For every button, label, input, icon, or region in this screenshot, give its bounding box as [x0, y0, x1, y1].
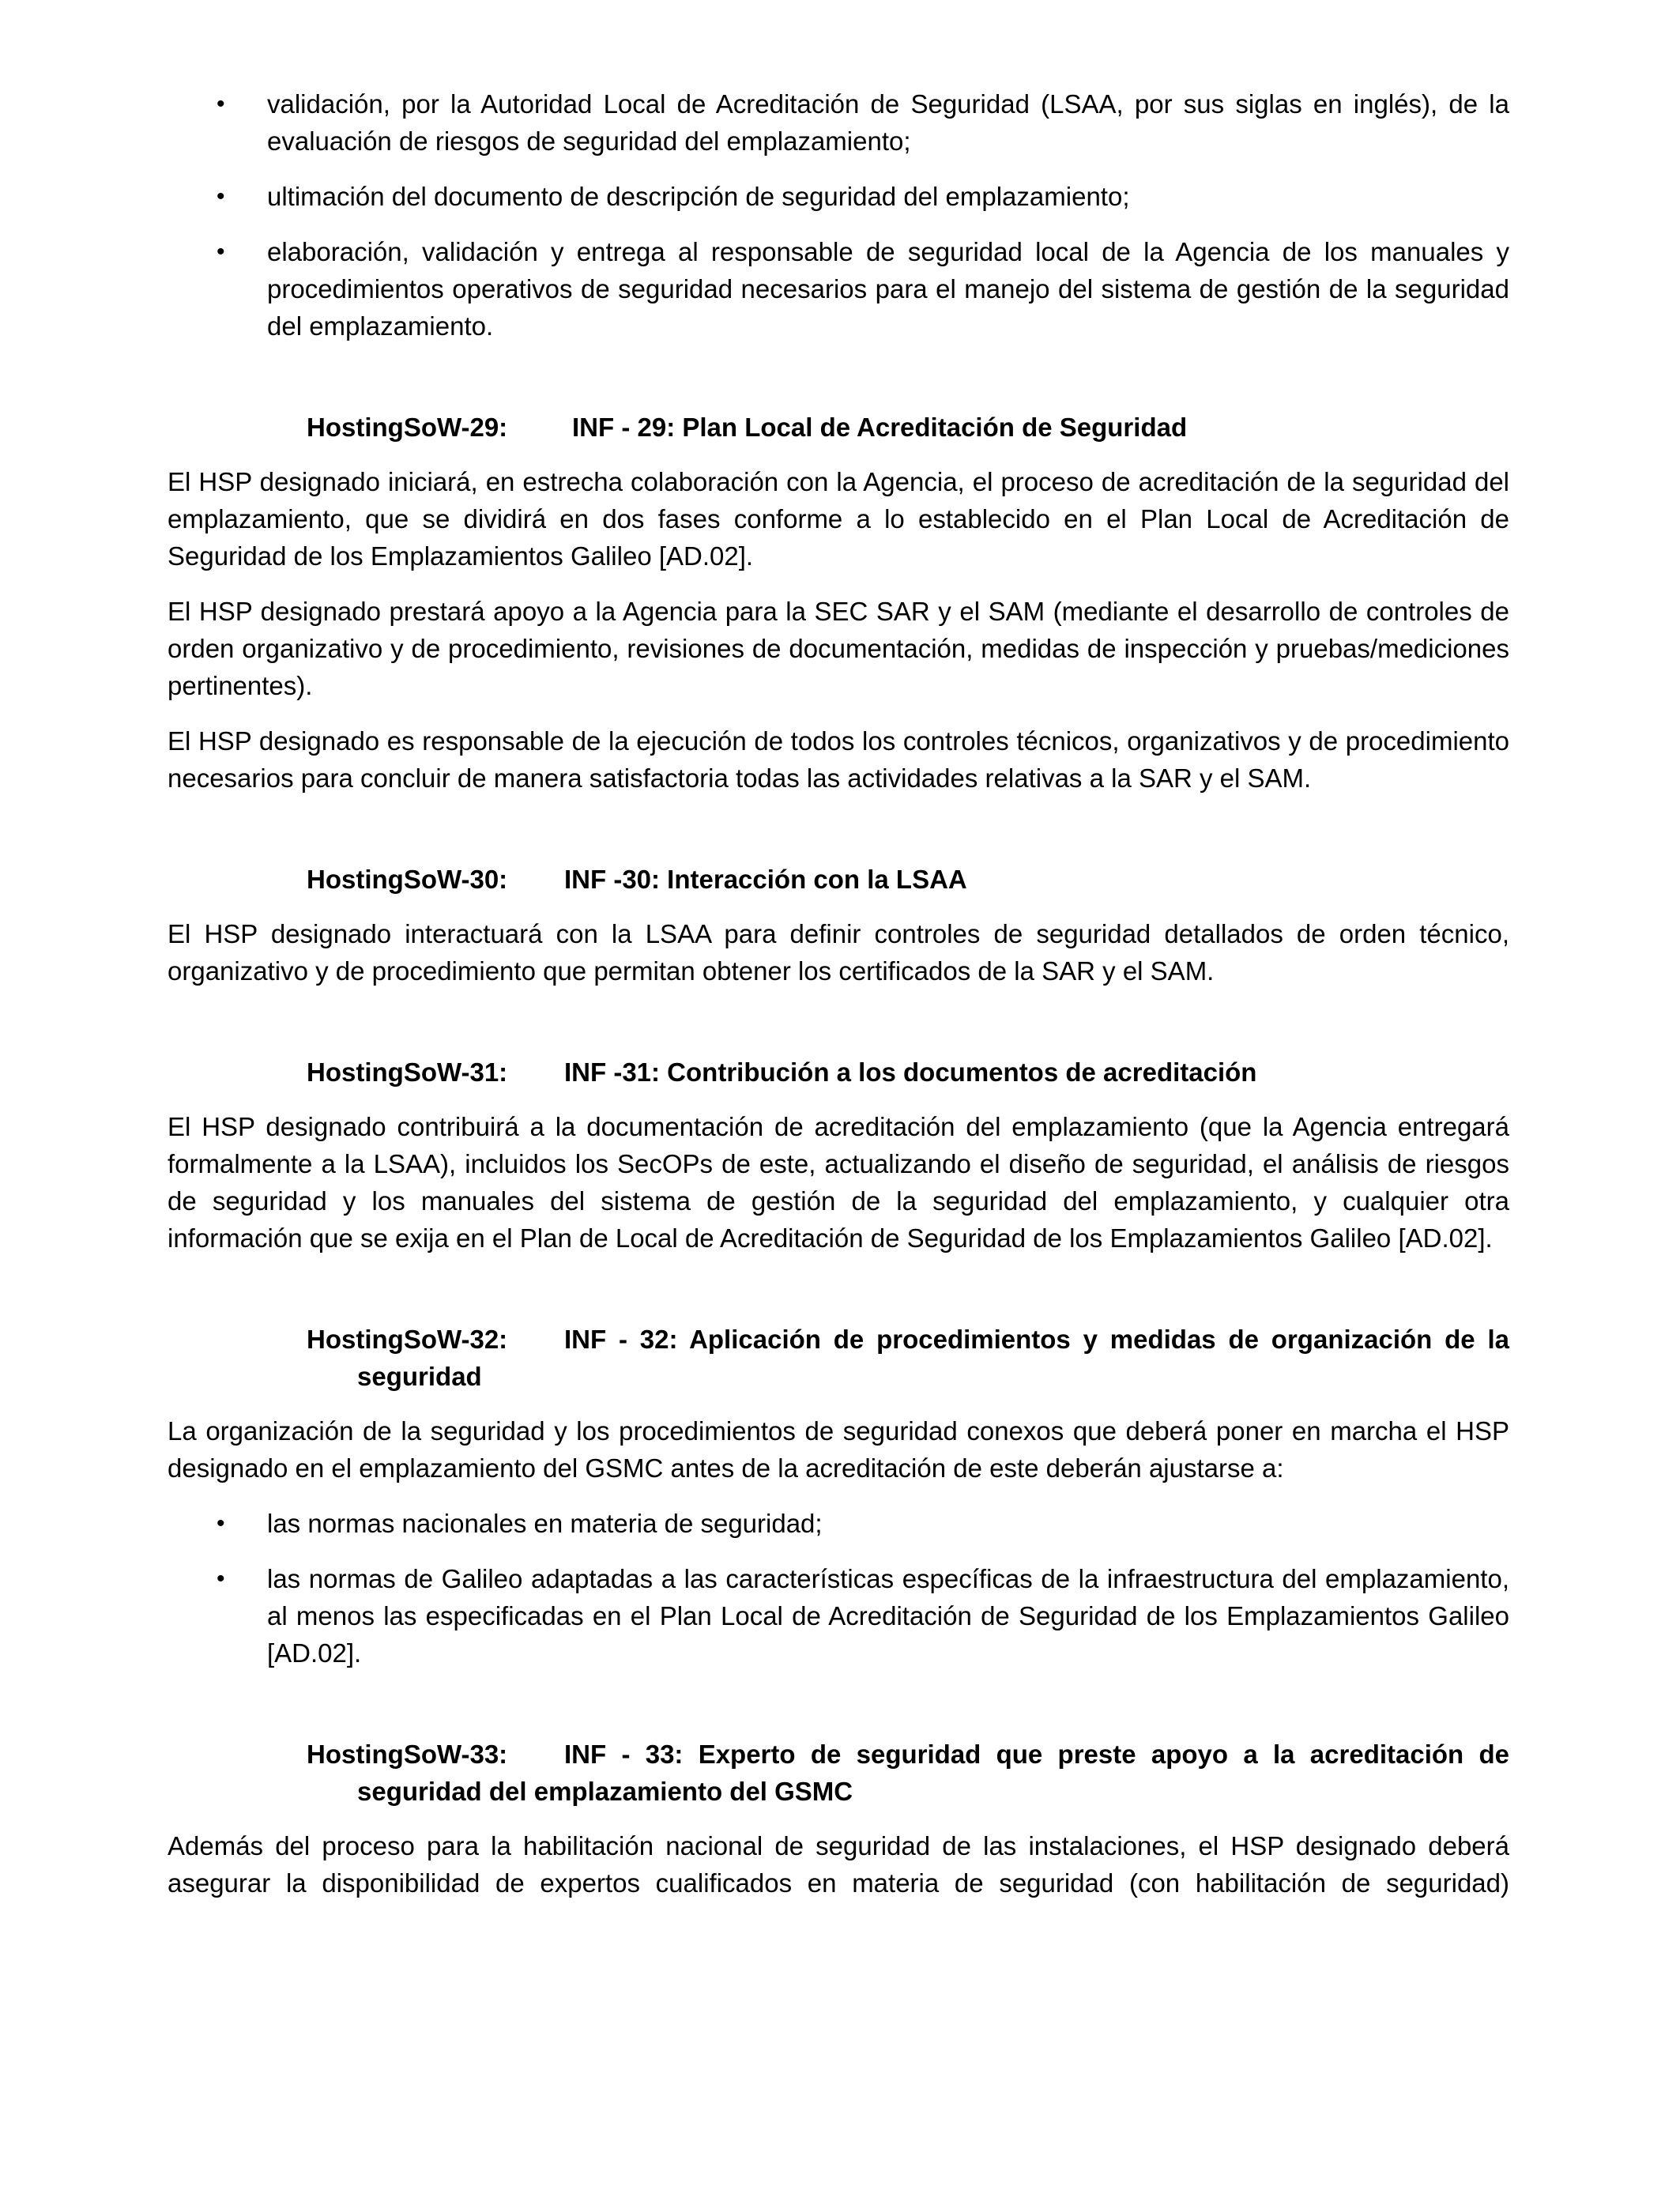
list-item: [168, 1505, 1509, 1542]
list-item: [168, 178, 1509, 215]
requirement-id: HostingSoW-33:: [307, 1740, 508, 1769]
bullet-list: [168, 1505, 1509, 1672]
requirement-heading: [168, 861, 1509, 898]
paragraph: El HSP designado contribuirá a la documentación de acreditación del emplazamiento (que la Agencia entregará formalmente a la LSAA), incluidos los SecOPs de este, actualizando el diseño de seguridad, el análisis de riesgos de seguridad y los manuales del sistema de gestión de la seguridad del emplazamiento, y cualquier otra información que se exija en el Plan de Local de Acreditación de Seguridad de los Emplazamientos Galileo [AD.02].: [168, 1112, 1509, 1253]
requirement-heading: [168, 1736, 1509, 1810]
requirement-title: INF -30: Interacción con la LSAA: [564, 865, 967, 894]
paragraph: El HSP designado prestará apoyo a la Agencia para la SEC SAR y el SAM (mediante el desarrollo de controles de orden organizativo y de procedimiento, revisiones de documentación, medidas de inspección y pruebas/mediciones pertinentes).: [168, 597, 1509, 700]
requirement-id: HostingSoW-32:: [307, 1325, 508, 1354]
requirement-title: INF - 33: Experto de seguridad que preste apoyo a la acreditación de: [564, 1740, 1509, 1769]
requirement-title: INF - 32: Aplicación de procedimientos y medidas de organización de la: [564, 1325, 1509, 1354]
list-item-text: validación, por la Autoridad Local de Acreditación de Seguridad (LSAA, por sus siglas en inglés), de la evaluación de riesgos de seguridad del emplazamiento;: [267, 89, 1509, 156]
requirement-heading: [168, 1321, 1509, 1395]
paragraph: El HSP designado interactuará con la LSAA para definir controles de seguridad detallados de orden técnico, organizativo y de procedimiento que permitan obtener los certificados de la SAR y el SAM.: [168, 919, 1509, 986]
document-page: [168, 85, 1509, 1920]
bullet-list-top: [168, 85, 1509, 345]
requirement-title: INF -31: Contribución a los documentos de acreditación: [564, 1057, 1257, 1087]
list-item-text: las normas nacionales en materia de seguridad;: [267, 1509, 823, 1538]
paragraph: El HSP designado iniciará, en estrecha colaboración con la Agencia, el proceso de acreditación de la seguridad del emplazamiento, que se dividirá en dos fases conforme a lo establecido en el Plan Local de Acreditación de Seguridad de los Emplazamientos Galileo [AD.02].: [168, 467, 1509, 571]
requirement-heading: [168, 409, 1509, 446]
requirement-heading: [168, 1054, 1509, 1091]
list-item: [168, 233, 1509, 345]
requirement-id: HostingSoW-30:: [307, 865, 508, 894]
list-item-text: las normas de Galileo adaptadas a las características específicas de la infraestructura del emplazamiento, al menos las especificadas en el Plan Local de Acreditación de Seguridad de los Emplazamientos Galileo [AD.02].: [267, 1564, 1509, 1668]
bullet-icon: •: [217, 1510, 225, 1536]
bullet-icon: •: [217, 1566, 225, 1592]
requirement-title: INF - 29: Plan Local de Acreditación de Seguridad: [572, 413, 1188, 442]
paragraph: La organización de la seguridad y los procedimientos de seguridad conexos que deberá poner en marcha el HSP designado en el emplazamiento del GSMC antes de la acreditación de este deberán ajustarse a:: [168, 1416, 1509, 1483]
requirement-id: HostingSoW-29:: [307, 413, 508, 442]
requirement-id: HostingSoW-31:: [307, 1057, 508, 1087]
requirement-title-continued: seguridad del emplazamiento del GSMC: [357, 1777, 853, 1806]
paragraph: El HSP designado es responsable de la ejecución de todos los controles técnicos, organizativos y de procedimiento necesarios para concluir de manera satisfactoria todas las actividades relativas a la SAR y el SAM.: [168, 726, 1509, 793]
bullet-icon: •: [217, 183, 225, 209]
bullet-icon: •: [217, 239, 225, 265]
requirement-title-continued: seguridad: [357, 1362, 482, 1391]
list-item-text: ultimación del documento de descripción de seguridad del emplazamiento;: [267, 182, 1130, 211]
list-item: [168, 85, 1509, 160]
paragraph: Además del proceso para la habilitación nacional de seguridad de las instalaciones, el HSP designado deberá asegurar la disponibilidad de expertos cualificados en materia de seguridad (con habilitación de seguridad): [168, 1831, 1509, 1898]
list-item-text: elaboración, validación y entrega al responsable de seguridad local de la Agencia de los manuales y procedimientos operativos de seguridad necesarios para el manejo del sistema de gestión de la seguridad del emplazamiento.: [267, 237, 1509, 341]
list-item: [168, 1560, 1509, 1672]
bullet-icon: •: [217, 91, 225, 117]
